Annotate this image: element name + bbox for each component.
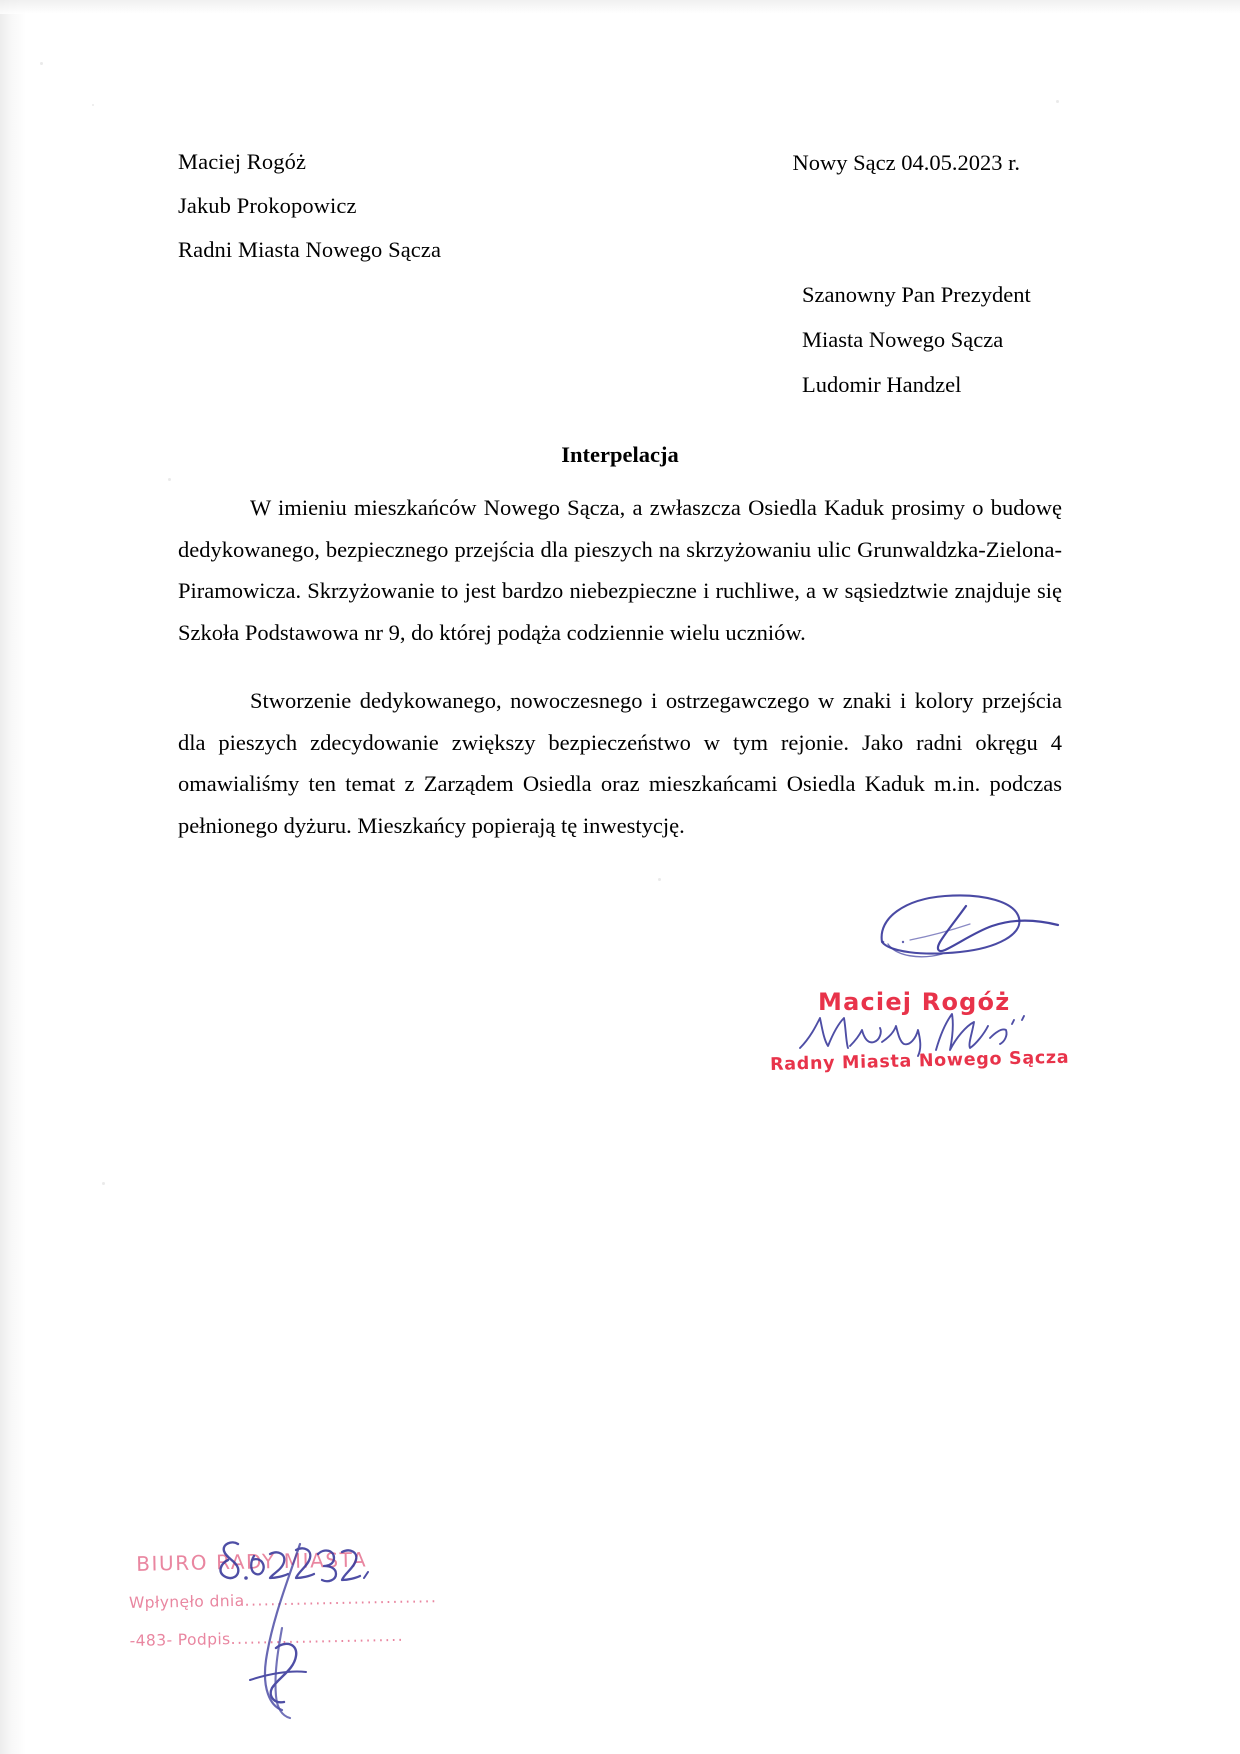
office-stamp-signature-dots: ...........................	[230, 1626, 405, 1649]
recipient-block	[802, 272, 1031, 407]
scan-edge-shading-left	[0, 0, 26, 1754]
scan-artifact	[102, 1182, 105, 1185]
scan-artifact	[168, 478, 171, 481]
office-stamp-signature-label: Podpis	[177, 1630, 231, 1650]
scan-artifact	[40, 62, 43, 65]
office-stamp-received-label: Wpłynęło dnia	[128, 1591, 245, 1612]
office-stamp-reference: -483-	[129, 1631, 173, 1650]
document-title: Interpelacja	[561, 442, 679, 467]
scan-edge-shading-top	[0, 0, 1240, 14]
scan-artifact	[1056, 100, 1059, 103]
sender-line-2: Jakub Prokopowicz	[178, 193, 357, 218]
office-stamp-title: BIURO RADY MIASTA	[135, 1547, 368, 1576]
office-receipt-stamp	[128, 1546, 461, 1702]
office-stamp-signature-row	[130, 1627, 405, 1650]
sender-block	[178, 140, 441, 272]
body-paragraph-1: W imieniu mieszkańców Nowego Sącza, a zwłaszcza Osiedla Kaduk prosimy o budowę dedykowanego, bezpiecznego przejścia dla pieszych na skrzyżowaniu ulic Grunwaldzka-Zielona-Piramowicza. Skrzyżowanie to jest bardzo niebezpieczne i ruchliwe, a w sąsiedztwie znajduje się Szkoła Podstawowa nr 9, do której podąża codziennie wielu uczniów.	[178, 495, 1062, 645]
recipient-line-1: Szanowny Pan Prezydent	[802, 282, 1031, 307]
recipient-line-3: Ludomir Handzel	[802, 372, 962, 397]
body-paragraph-2: Stworzenie dedykowanego, nowoczesnego i ostrzegawczego w znaki i kolory przejścia dla pieszych zdecydowanie zwiększy bezpieczeństwo w tym rejonie. Jako radni okręgu 4 omawialiśmy ten temat z Zarządem Osiedla oraz mieszkańcami Osiedla Kaduk m.in. podczas pełnionego dyżuru. Mieszkańcy popierają tę inwestycję.	[178, 688, 1062, 838]
office-stamp-received-row	[129, 1588, 438, 1612]
stamp-signer-name: Maciej Rogóż	[818, 988, 1011, 1016]
place-and-date: Nowy Sącz 04.05.2023 r.	[792, 150, 1020, 175]
stamp-signer-role: Radny Miasta Nowego Sącza	[769, 1047, 1070, 1075]
office-stamp-received-dots: ..............................	[244, 1588, 438, 1610]
handwritten-signature-flourish	[770, 880, 1070, 990]
recipient-line-2: Miasta Nowego Sącza	[802, 327, 1004, 352]
scan-artifact	[92, 104, 94, 106]
signature-area	[770, 880, 1070, 1110]
scan-artifact	[658, 878, 661, 881]
sender-line-3: Radni Miasta Nowego Sącza	[178, 237, 442, 262]
document-body	[178, 487, 1062, 846]
sender-line-1: Maciej Rogóż	[178, 149, 307, 174]
